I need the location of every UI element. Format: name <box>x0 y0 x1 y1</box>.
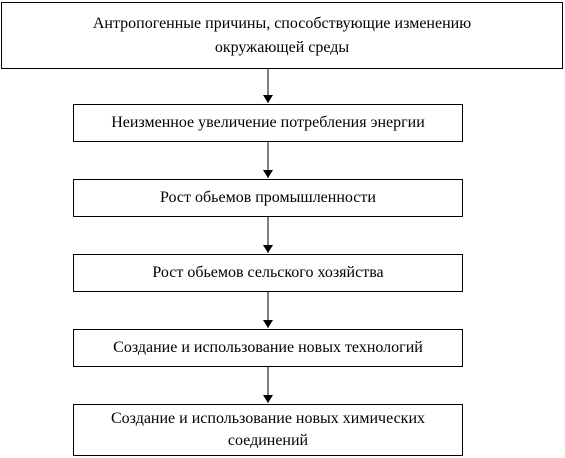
step-label: Рост обьемов промышленности <box>160 189 376 206</box>
step-box-new-technologies <box>73 329 463 367</box>
step-box-industry-growth <box>73 179 463 217</box>
step-box-energy-consumption <box>73 104 463 142</box>
step-box-agriculture-growth <box>73 254 463 292</box>
step-label: Рост обьемов сельского хозяйства <box>152 264 384 281</box>
step-label-line-1: Создание и использование новых химических <box>110 410 426 427</box>
step-label-line-2: соединений <box>227 432 309 449</box>
step-label: Неизменное увеличение потребления энергии <box>111 114 425 131</box>
step-label: Создание и использование новых технологий <box>113 339 423 356</box>
step-box-new-chemical-compounds <box>73 404 463 456</box>
root-cause-line-2: окружающей среды <box>214 38 350 56</box>
root-cause-line-1: Антропогенные причины, способствующие изменению <box>92 14 472 32</box>
root-cause-box <box>1 2 563 69</box>
